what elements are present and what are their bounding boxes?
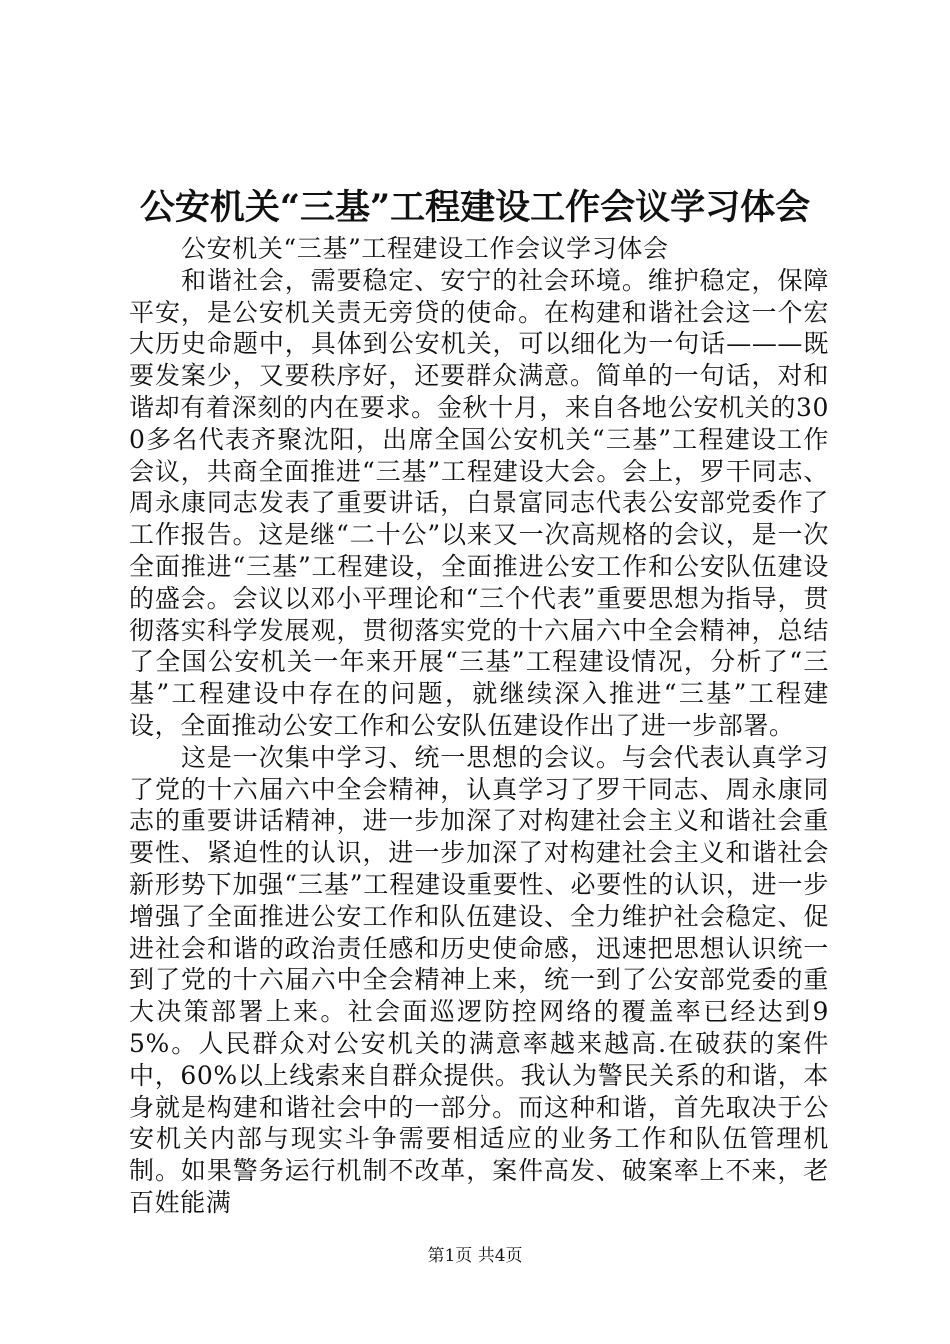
body-paragraph: 这是一次集中学习、统一思想的会议。与会代表认真学习了党的十六届六中全会精神，认真学习了罗干同志、周永康同志的重要讲话精神，进一步加深了对构建社会主义和谐社会重要性、紧迫性的认识，进一步加深了对构建社会主义和谐社会新形势下加强“三基”工程建设重要性、必要性的认识，进一步增强了全面推进公安工作和队伍建设、全力维护社会稳定、促进社会和谐的政治责任感和历史使命感，迅速把思想认识统一到了党的十六届六中全会精神上来，统一到了公安部党委的重大决策部署上来。社会面巡逻防控网络的覆盖率已经达到95%。人民群众对公安机关的满意率越来越高.在破获的案件中，60%以上线索来自群众提供。我认为警民关系的和谐，本身就是构建和谐社会中的一部分。而这种和谐，首先取决于公安机关内部与现实斗争需要相适应的业务工作和队伍管理机制。如果警务运行机制不改革，案件高发、破案率上不来，老百姓能满	[129, 742, 829, 1217]
subtitle-paragraph: 公安机关“三基”工程建设工作会议学习体会	[181, 234, 669, 263]
document-body	[129, 233, 829, 1219]
body-paragraph: 和谐社会，需要稳定、安宁的社会环境。维护稳定，保障平安，是公安机关责无旁贷的使命。在构建和谐社会这一个宏大历史命题中，具体到公安机关，可以细化为一句话———既要发案少，又要秩序好，还要群众满意。简单的一句话，对和谐却有着深刻的内在要求。金秋十月，来自各地公安机关的300多名代表齐聚沈阳，出席全国公安机关“三基”工程建设工作会议，共商全面推进“三基”工程建设大会。会上，罗干同志、周永康同志发表了重要讲话，白景富同志代表公安部党委作了工作报告。这是继“二十公”以来又一次高规格的会议，是一次全面推进“三基”工程建设，全面推进公安工作和公安队伍建设的盛会。会议以邓小平理论和“三个代表”重要思想为指导，贯彻落实科学发展观，贯彻落实党的十六届六中全会精神，总结了全国公安机关一年来开展“三基”工程建设情况，分析了“三基”工程建设中存在的问题，就继续深入推进“三基”工程建设，全面推动公安工作和公安队伍建设作出了进一步部署。	[129, 265, 829, 740]
page-footer: 第1页 共4页	[427, 1246, 523, 1266]
document-title: 公安机关“三基”工程建设工作会议学习体会	[139, 187, 811, 228]
